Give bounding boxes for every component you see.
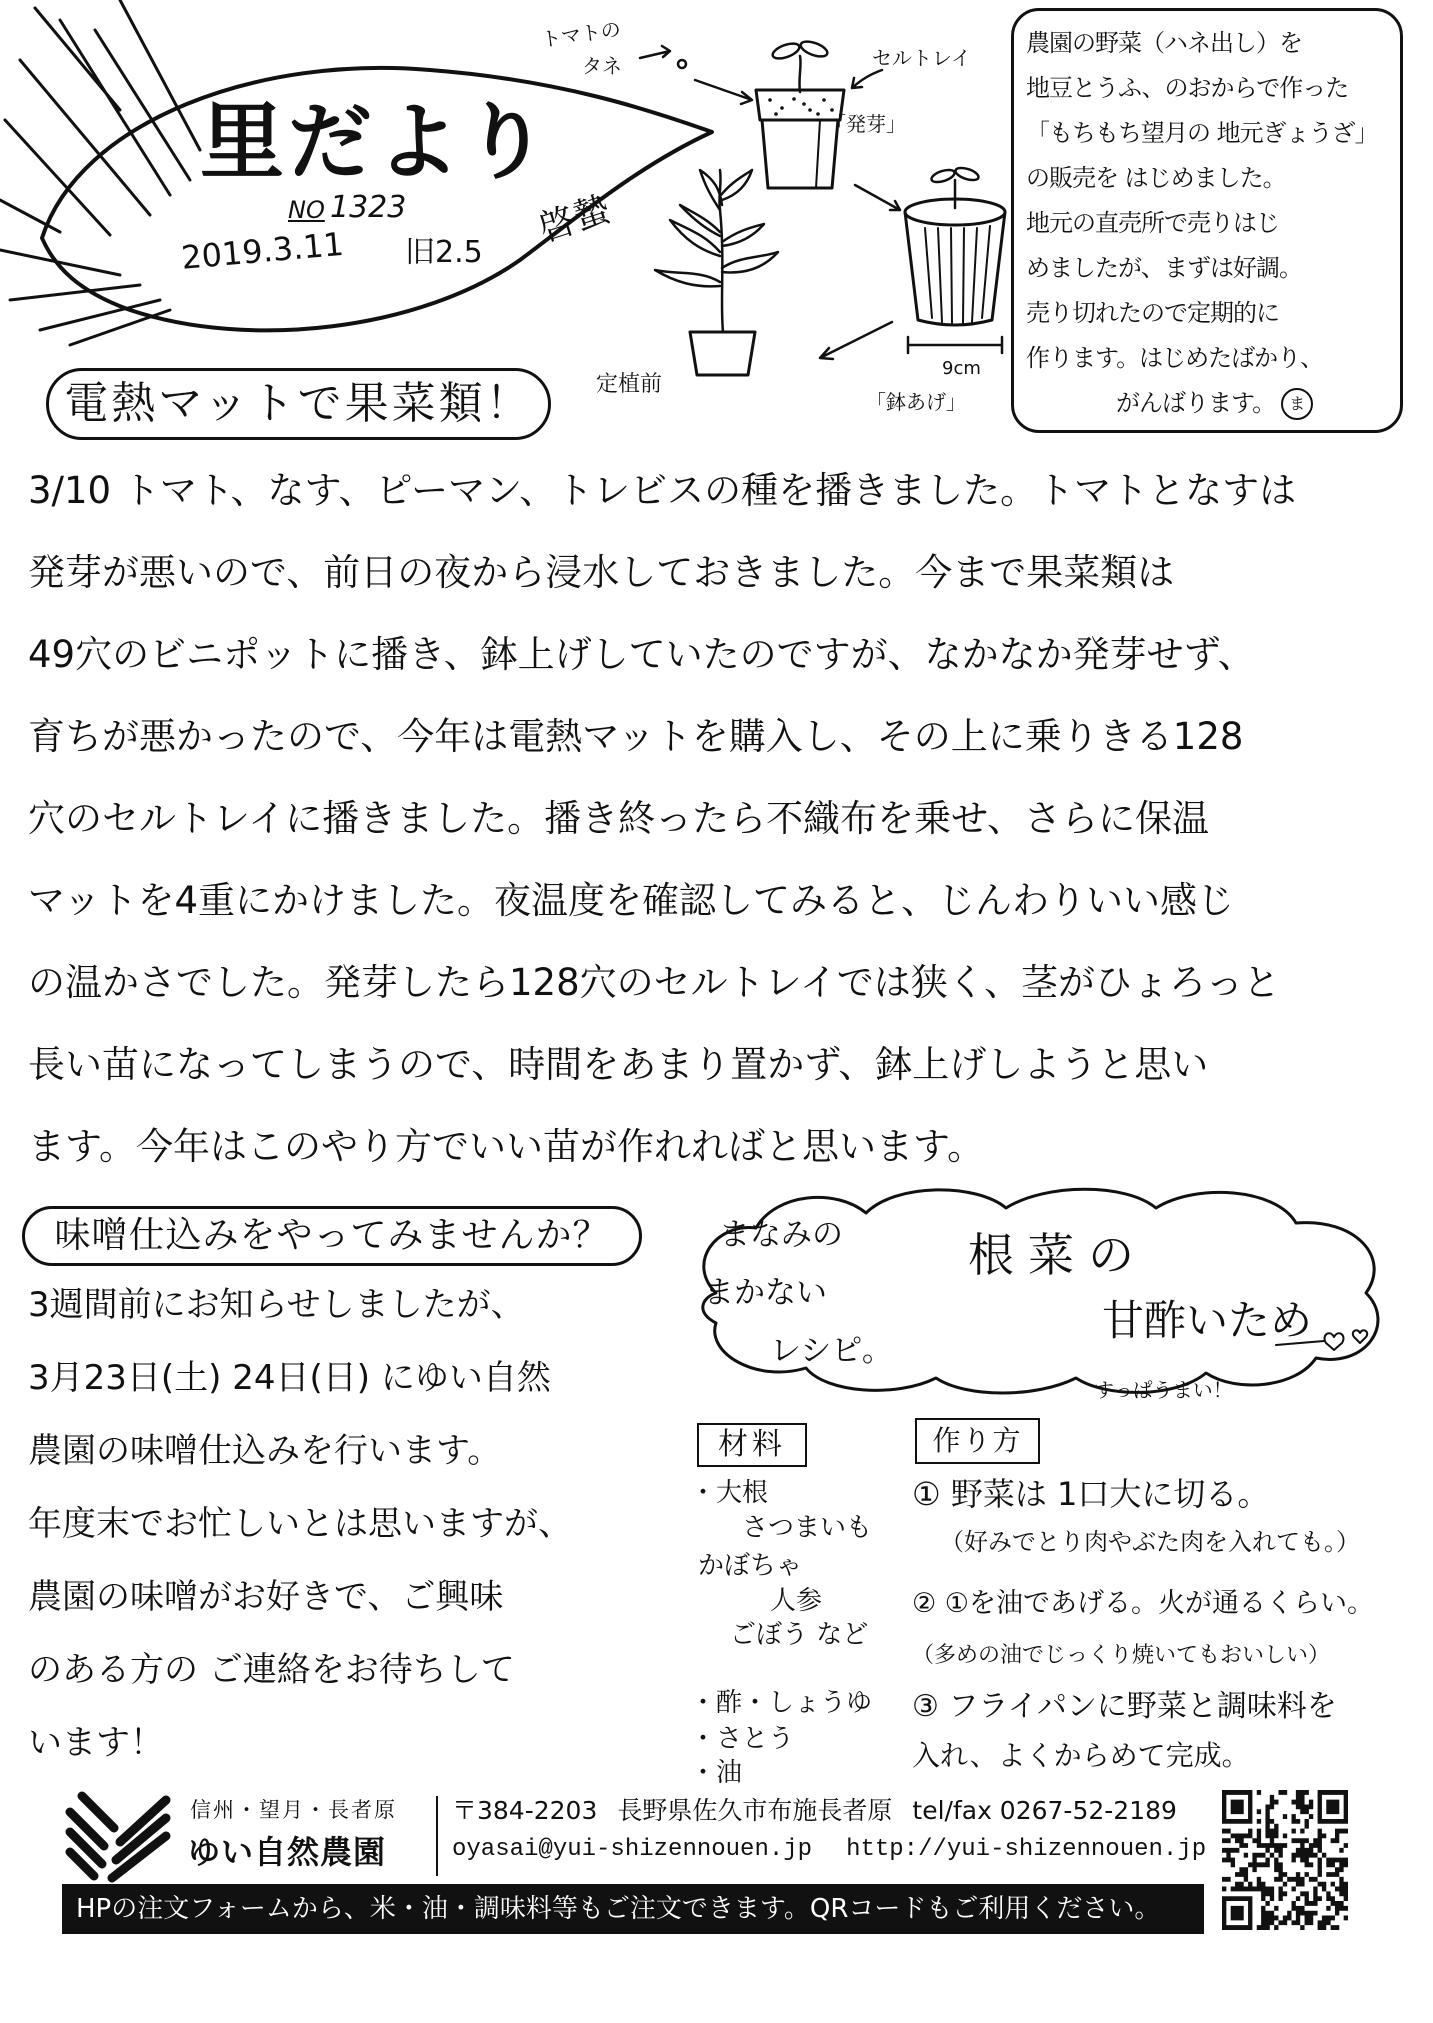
method-step-note: （多めの油でじっくり焼いてもおいしい） — [912, 1643, 1331, 1668]
dish-tagline: すっぱうまい！ — [1094, 1378, 1233, 1402]
tray-to-pot-arrow-icon — [855, 185, 900, 210]
seed-label-line2: タネ — [582, 54, 622, 78]
method-label: 作り方 — [915, 1418, 1040, 1464]
article-line: 長い苗になってしまうので、時間をあまり置かず、鉢上げしようと思い — [28, 1043, 1209, 1086]
news-line: 地元の直売所で売りはじ — [1026, 209, 1279, 237]
news-line-last — [1026, 381, 1392, 426]
ingredient-item: ・さとう — [690, 1724, 795, 1754]
cell-tray-label: セルトレイ — [872, 46, 971, 70]
method-step: ③ フライパンに野菜と調味料を — [912, 1689, 1337, 1724]
news-line: 農園の野菜（ハネ出し）を — [1026, 29, 1302, 57]
issue-number: 1323 — [330, 190, 407, 225]
germination-label: 「発芽」 — [826, 112, 906, 136]
order-banner — [62, 1884, 1204, 1934]
web-line — [452, 1838, 1240, 1862]
season-term: 啓蟄 — [534, 188, 616, 251]
article-line: マットを4重にかけました。夜温度を確認してみると、じんわりいい感じ — [28, 879, 1235, 922]
news-line: めましたが、まずは好調。 — [1026, 254, 1302, 282]
ingredient-item: 人参 — [770, 1586, 823, 1616]
miso-line: 年度末でお忙しいとは思いますが、 — [28, 1504, 572, 1544]
footer-divider — [436, 1796, 438, 1876]
news-line: がんばります。 — [1116, 389, 1276, 417]
lunar-date: 旧2.5 — [405, 235, 483, 270]
address-line — [452, 1798, 1197, 1823]
article-line: 穴のセルトレイに播きました。播き終ったら不織布を乗せ、さらに保温 — [28, 797, 1210, 840]
seed-arrow-icon — [640, 46, 670, 58]
seedling-plant-icon — [655, 170, 778, 375]
miso-line: 3週間前にお知らせしましたが、 — [28, 1285, 525, 1325]
news-line: 作ります。はじめたばかり、 — [1026, 344, 1324, 372]
ingredient-item: ・油 — [690, 1758, 743, 1788]
ingredient-item: さつまいも — [742, 1513, 873, 1543]
miso-line: 農園の味噌仕込みを行います。 — [28, 1431, 502, 1471]
email-address: oyasai@yui-shizennouen.jp — [452, 1836, 813, 1863]
gyoza-news-box — [1011, 8, 1403, 433]
recipe-series-line: まかない — [703, 1275, 827, 1311]
tray-label-arrow-icon — [852, 70, 882, 88]
article-line: 育ちが悪かったので、今年は電熱マットを購入し、その上に乗りきる128 — [28, 715, 1244, 758]
order-banner-text: HPの注文フォームから、米・油・調味料等もご注文できます。QRコードもご利用ください。 — [76, 1894, 1161, 1924]
issue-label: NO — [288, 196, 325, 224]
method-step: 入れ、よくからめて完成。 — [912, 1739, 1250, 1772]
article-line: 3/10 トマト、なす、ピーマン、トレビスの種を播きました。トマトとなすは — [28, 469, 1297, 512]
news-line: 「もちもち望月の 地元ぎょうざ」 — [1026, 119, 1378, 147]
ingredient-item: ・大根 — [690, 1478, 769, 1508]
postal-code: 〒384-2203 — [452, 1796, 598, 1825]
ingredient-item: かぼちゃ — [698, 1551, 803, 1581]
stripes-logo-icon — [62, 1790, 172, 1882]
news-line: 地豆とうふ、のおからで作った — [1026, 74, 1349, 102]
website-url: http://yui-shizennouen.jp — [846, 1836, 1207, 1863]
news-line: の販売を はじめました。 — [1026, 164, 1286, 192]
article-heading: 電熱マットで果菜類！ — [46, 368, 551, 440]
article-body — [28, 450, 1408, 1188]
miso-line: 農園の味噌がお好きで、ご興味 — [28, 1577, 504, 1617]
ingredient-item: ・酢・しょうゆ — [690, 1688, 873, 1718]
miso-body — [28, 1275, 668, 1786]
pot-size-label: 9cm — [942, 358, 981, 379]
postal-address: 長野県佐久市布施長者原 — [617, 1796, 893, 1825]
seed-label-line1: トマトの — [539, 16, 623, 52]
pot-to-plant-arrow-icon — [820, 322, 892, 359]
author-signature: ま — [1281, 388, 1313, 420]
dish-title-line2: 甘酢いため — [1102, 1296, 1313, 1345]
article-line: 49穴のビニポットに播き、鉢上げしていたのですが、なかなか発芽せず、 — [28, 633, 1255, 676]
recipe-series-line: レシピ。 — [770, 1333, 893, 1369]
pot-size-measure-icon — [908, 337, 1002, 353]
article-line: ます。今年はこのやり方でいい苗が作れればと思います。 — [28, 1125, 985, 1168]
dish-title-line1: 根菜の — [968, 1228, 1148, 1282]
miso-line: のある方の ご連絡をお待ちして — [28, 1650, 515, 1690]
miso-line: 3月23日(土) 24日(日) にゆい自然 — [28, 1358, 551, 1398]
news-line: 売り切れたので定期的に — [1026, 299, 1279, 327]
farm-region: 信州・望月・長者原 — [190, 1798, 397, 1822]
issue-date: 2019.3.11 — [179, 224, 346, 277]
article-line: 発芽が悪いので、前日の夜から浸水しておきました。今まで果菜類は — [28, 551, 1175, 594]
qr-modules — [1222, 1790, 1348, 1930]
potting-up-label: 「鉢あげ」 — [866, 390, 966, 414]
ingredient-item: ごぼう など — [730, 1620, 869, 1650]
seedling-illustration — [520, 16, 1010, 440]
pot-icon — [905, 166, 1005, 325]
miso-line: います！ — [28, 1723, 164, 1763]
seed-to-tray-arrow-icon — [695, 80, 752, 104]
miso-heading: 味噌仕込みをやってみませんか？ — [22, 1206, 642, 1266]
ingredients-label: 材料 — [697, 1423, 807, 1467]
recipe-series-line: まなみの — [719, 1217, 843, 1253]
seed-dot-icon — [678, 60, 686, 68]
method-step-note: （好みでとり肉やぶた肉を入れても。） — [940, 1528, 1360, 1556]
method-step: ① 野菜は 1口大に切る。 — [912, 1475, 1270, 1513]
article-line: の温かさでした。発芽したら128穴のセルトレイでは狭く、茎がひょろっと — [28, 961, 1281, 1004]
before-planting-label: 定植前 — [596, 372, 663, 397]
qr-code-icon — [1222, 1790, 1348, 1930]
method-step: ② ①を油であげる。火が通るくらい。 — [912, 1588, 1374, 1619]
newsletter-title: 里だより — [200, 93, 553, 191]
phone-fax: tel/fax 0267-52-2189 — [912, 1796, 1177, 1825]
farm-name: ゆい自然農園 — [188, 1833, 387, 1871]
